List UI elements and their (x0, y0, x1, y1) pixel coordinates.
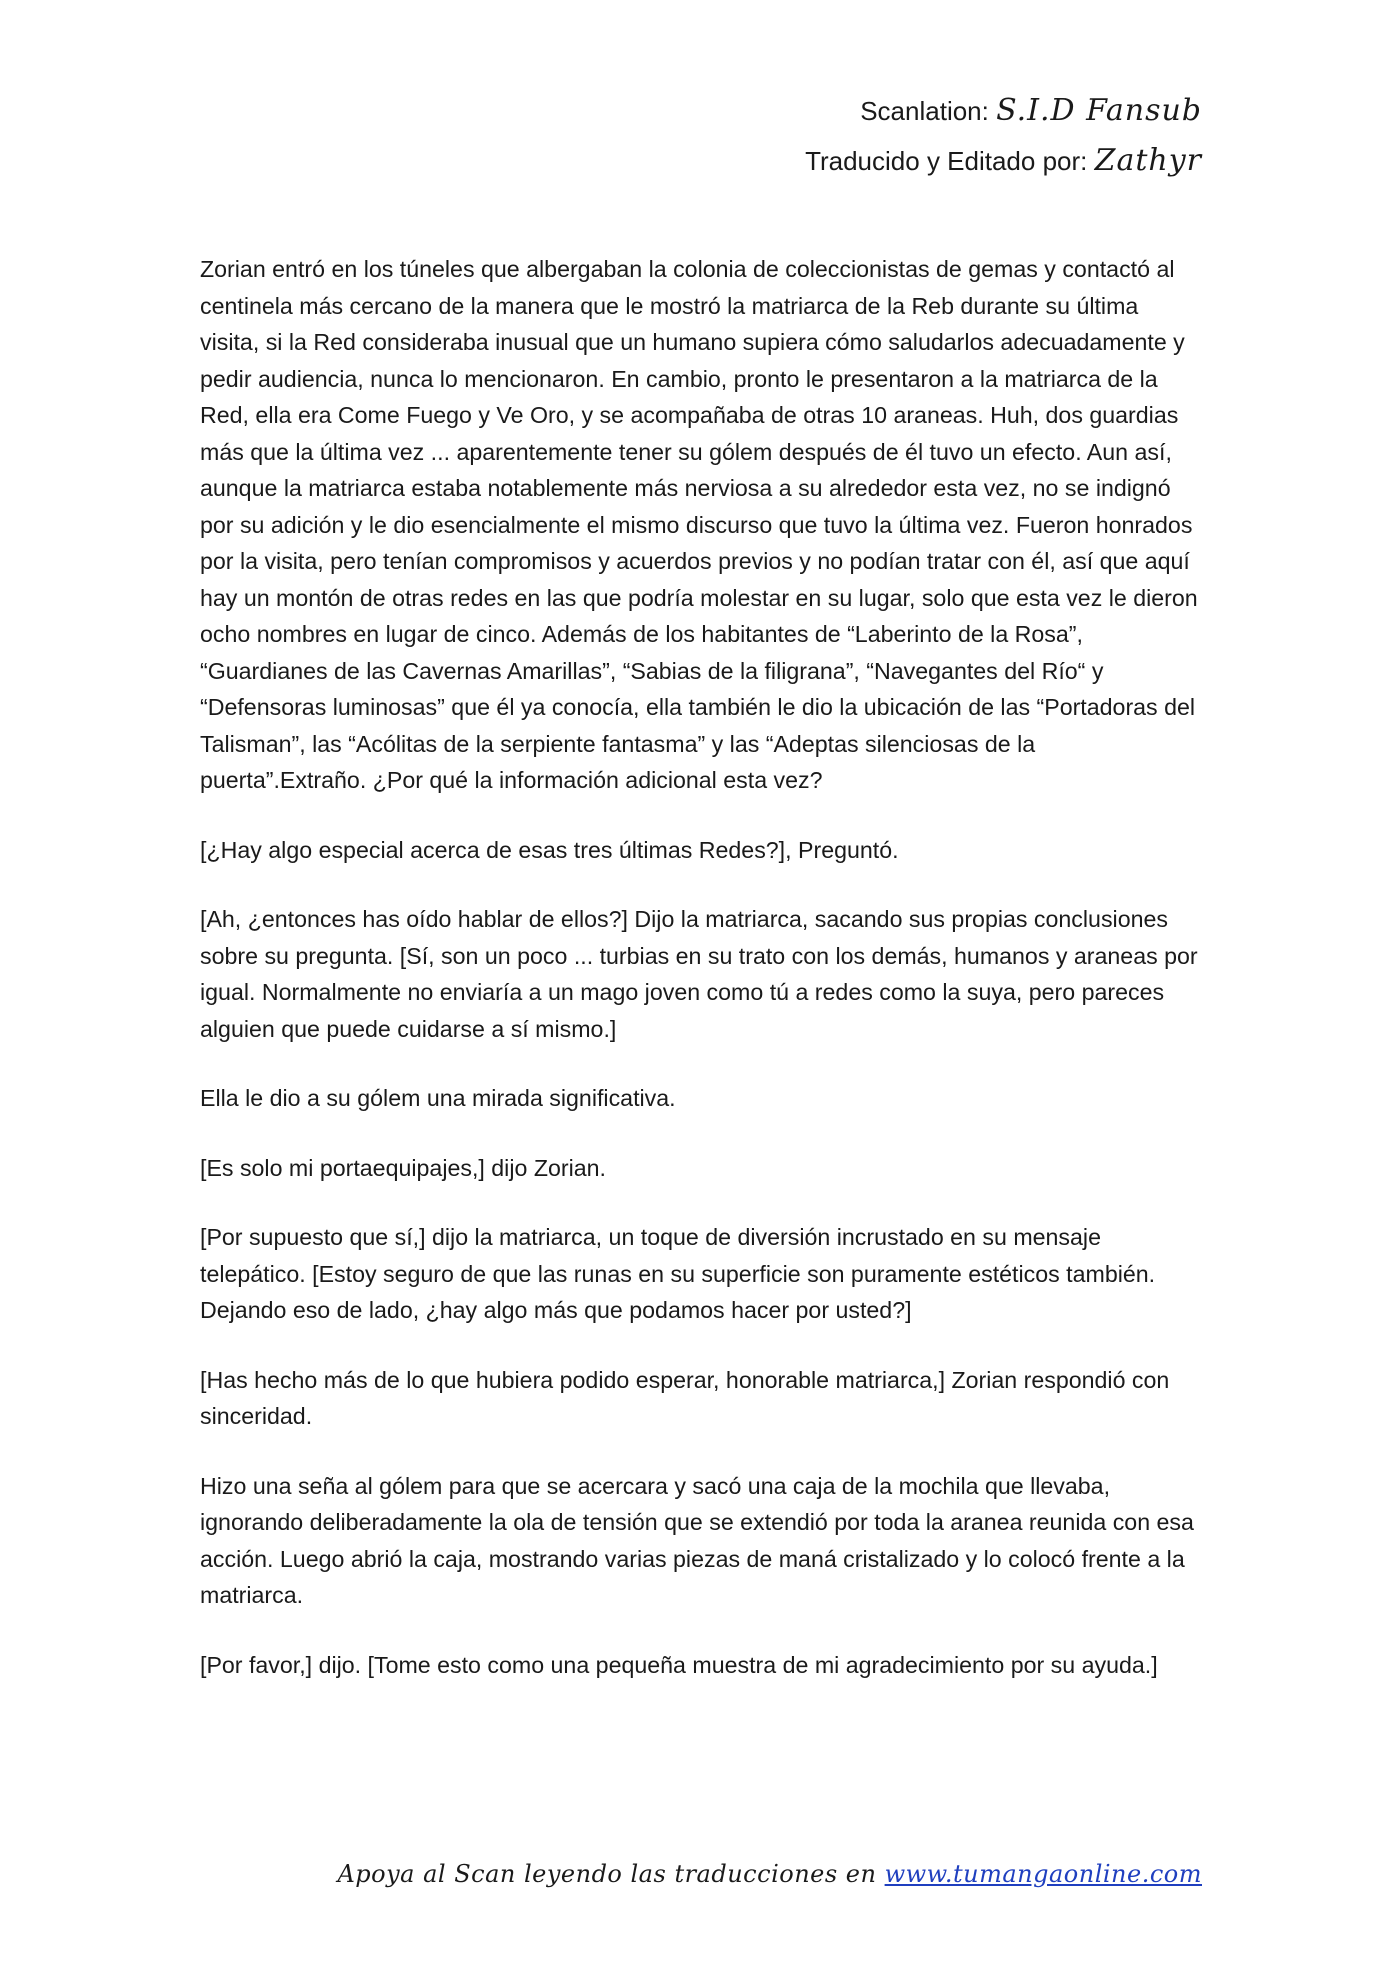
paragraph-9: [Por favor,] dijo. [Tome esto como una pequeña muestra de mi agradecimiento por su ayuda.] (200, 1651, 1158, 1678)
paragraph-7: [Has hecho más de lo que hubiera podido esperar, honorable matriarca,] Zorian respondió con sinceridad. (200, 1366, 1170, 1429)
translator-name: Zathyr (1094, 143, 1202, 178)
paragraph-5: [Es solo mi portaequipajes,] dijo Zorian. (200, 1154, 606, 1181)
scanlation-group-name: S.I.D Fansub (996, 93, 1202, 128)
paragraph-3: [Ah, ¿entonces has oído hablar de ellos?] Dijo la matriarca, sacando sus propias conclusiones sobre su pregunta. [Sí, son un poco ... turbias en su trato con los demás, humanos y araneas por igual. Normalmente no enviaría a un mago joven como tú a redes como la suya, pero pareces alguien que puede cuidarse a sí mismo.] (200, 906, 1198, 1042)
footer-text: Apoya al Scan leyendo las traducciones en (337, 1860, 885, 1888)
paragraph-6: [Por supuesto que sí,] dijo la matriarca, un toque de diversión incrustado en su mensaje telepático. [Estoy seguro de que las runas en su superficie son puramente estéticos también. Dejando eso de lado, ¿hay algo más que podamos hacer por usted?] (200, 1224, 1156, 1323)
scanlation-label: Scanlation: (860, 96, 997, 126)
scanlation-credit (805, 86, 1202, 136)
chapter-text (200, 251, 1202, 1716)
paragraph-8: Hizo una seña al gólem para que se acercara y sacó una caja de la mochila que llevaba, ignorando deliberadamente la ola de tensión que se extendió por toda la aranea reunida con esa acción. Luego abrió la caja, mostrando varias piezas de maná cristalizado y lo colocó frente a la matriarca. (200, 1472, 1194, 1608)
credits-header (805, 86, 1202, 186)
paragraph-2: [¿Hay algo especial acerca de esas tres últimas Redes?], Preguntó. (200, 836, 899, 863)
paragraph-1: Zorian entró en los túneles que albergaban la colonia de coleccionistas de gemas y contactó al centinela más cercano de la manera que le mostró la matriarca de la Reb durante su última visita, si la Red consideraba inusual que un humano supiera cómo saludarlos adecuadamente y pedir audiencia, nunca lo mencionaron. En cambio, pronto le presentaron a la matriarca de la Red, ella era Come Fuego y Ve Oro, y se acompañaba de otras 10 araneas. Huh, dos guardias más que la última vez ... aparentemente tener su gólem después de él tuvo un efecto. Aun así, aunque la matriarca estaba notablemente más nerviosa a su alrededor esta vez, no se indignó por su adición y le dio esencialmente el mismo discurso que tuvo la última vez. Fueron honrados por la visita, pero tenían compromisos y acuerdos previos y no podían tratar con él, así que aquí hay un montón de otras redes en las que podría molestar en su lugar, solo que esta vez le dieron ocho nombres en lugar de cinco. Además de los habitantes de “Laberinto de la Rosa”, “Guardianes de las Cavernas Amarillas”, “Sabias de la filigrana”, “Navegantes del Río“ y “Defensoras luminosas” que él ya conocía, ella también le dio la ubicación de las “Portadoras del Talisman”, las “Acólitas de la serpiente fantasma” y las “Adeptas silenciosas de la puerta”.Extraño. ¿Por qué la información adicional esta vez? (200, 256, 1198, 793)
footer-note (337, 1860, 1202, 1888)
footer-link[interactable]: www.tumangaonline.com (884, 1860, 1202, 1888)
translator-label: Traducido y Editado por: (805, 146, 1095, 176)
paragraph-4: Ella le dio a su gólem una mirada significativa. (200, 1085, 676, 1111)
translator-credit (805, 136, 1202, 186)
